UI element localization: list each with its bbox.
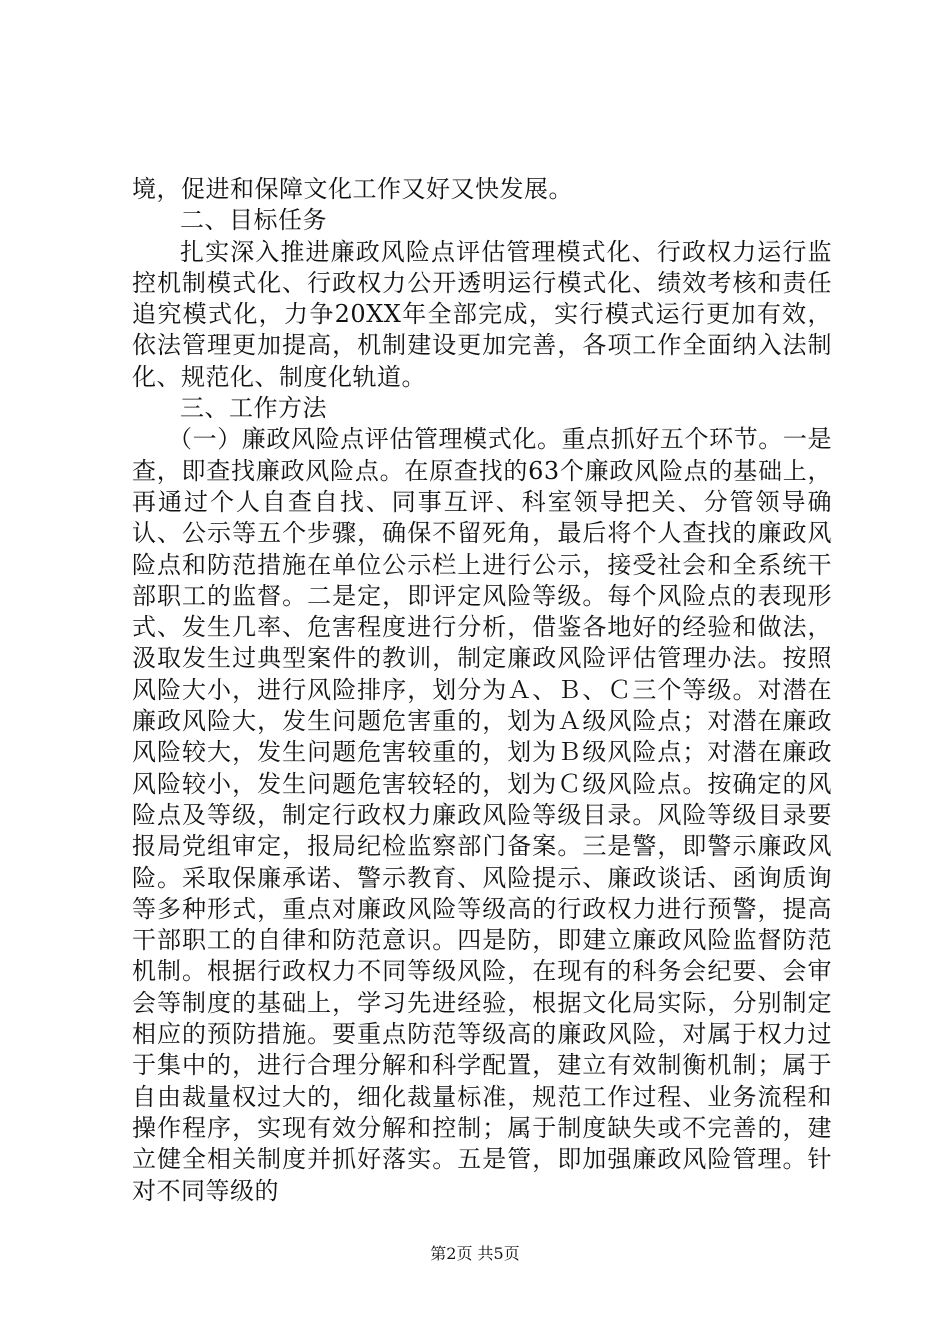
paragraph-methods: （一）廉政风险点评估管理模式化。重点抓好五个环节。一是查，即查找廉政风险点。在原查找的63个廉政风险点的基础上，再通过个人自查自找、同事互评、科室领导把关、分管领导确认、公示等五个步骤，确保不留死角，最后将个人查找的廉政风险点和防范措施在单位公示栏上进行公示，接受社会和全系统干部职工的监督。二是定，即评定风险等级。每个风险点的表现形式、发生几率、危害程度进行分析，借鉴各地好的经验和做法，汲取发生过典型案件的教训，制定廉政风险评估管理办法。按照风险大小，进行风险排序，划分为Ａ、Ｂ、Ｃ三个等级。对潜在廉政风险大，发生问题危害重的，划为Ａ级风险点；对潜在廉政风险较大，发生问题危害较重的，划为Ｂ级风险点；对潜在廉政风险较小，发生问题危害较轻的，划为Ｃ级风险点。按确定的风险点及等级，制定行政权力廉政风险等级目录。风险等级目录要报局党组审定，报局纪检监察部门备案。三是警，即警示廉政风险。采取保廉承诺、警示教育、风险提示、廉政谈话、函询质询等多种形式，重点对廉政风险等级高的行政权力进行预警，提高干部职工的自律和防范意识。四是防，即建立廉政风险监督防范机制。根据行政权力不同等级风险，在现有的科务会纪要、会审会等制度的基础上，学习先进经验，根据文化局实际，分别制定相应的预防措施。要重点防范等级高的廉政风险，对属于权力过于集中的，进行合理分解和科学配置，建立有效制衡机制；属于自由裁量权过大的，细化裁量标准，规范工作过程、业务流程和操作程序，实现有效分解和控制；属于制度缺失或不完善的，建立健全相关制度并抓好落实。五是管，即加强廉政风险管理。针对不同等级的: [132, 425, 832, 1205]
document-body: [132, 174, 832, 1207]
paragraph-objectives: 扎实深入推进廉政风险点评估管理模式化、行政权力运行监控机制模式化、行政权力公开透明运行模式化、绩效考核和责任追究模式化，力争20XX年全部完成，实行模式运行更加有效，依法管理更加提高，机制建设更加完善，各项工作全面纳入法制化、规范化、制度化轨道。: [132, 237, 832, 391]
section-heading-methods: 三、工作方法: [180, 394, 327, 423]
paragraph-continuation: 境，促进和保障文化工作又好又快发展。: [132, 175, 573, 203]
page-footer: 第2页 共5页: [430, 1244, 520, 1263]
section-heading-objectives: 二、目标任务: [180, 206, 327, 235]
